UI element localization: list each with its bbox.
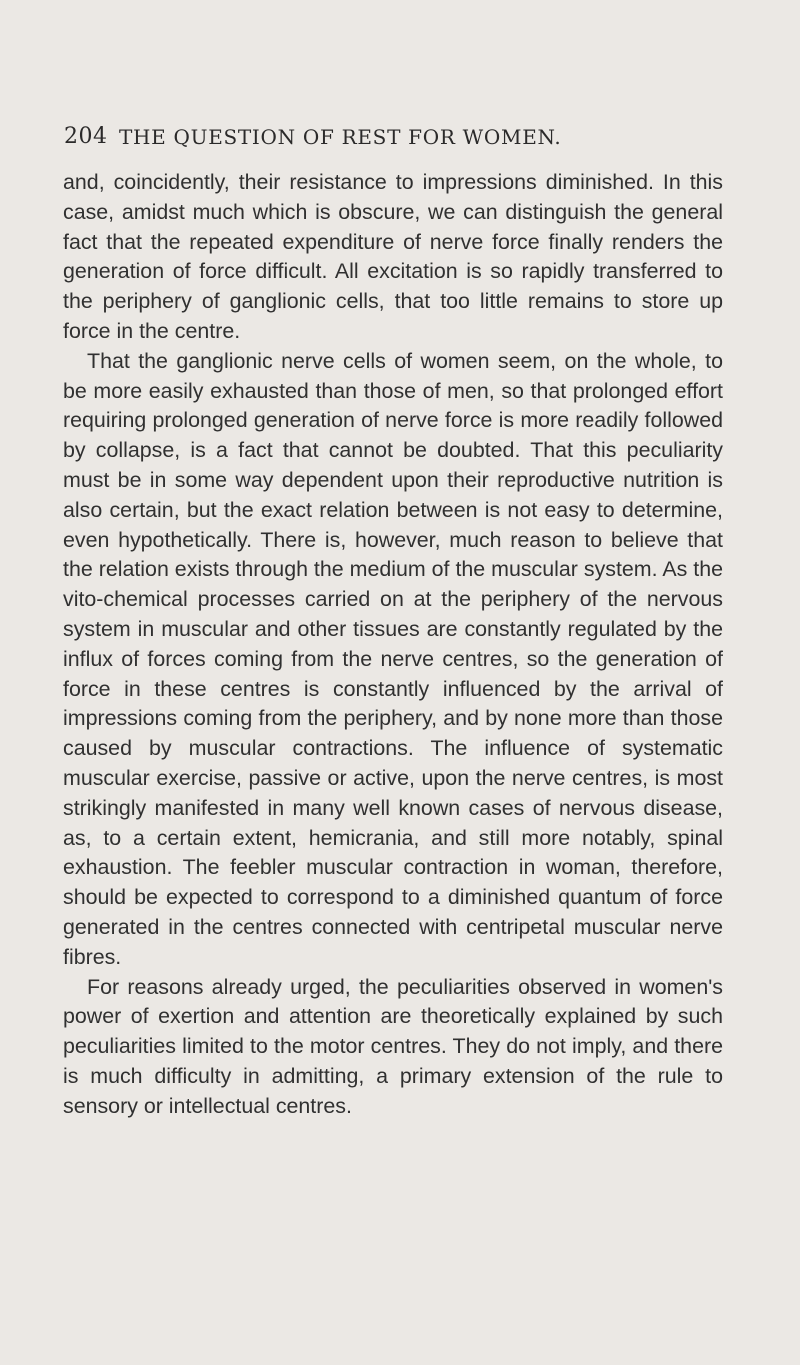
paragraph-motor-centres: For reasons already urged, the peculiarities observed in women's power of exertion and attention are theoretically explained by such peculiarities limited to the motor centres. They do not imply, and there is much difficulty in admitting, a primary extension of the rule to sensory or intellectual centres. [63, 974, 723, 1118]
page-number: 204 [64, 124, 108, 149]
running-title: THE QUESTION OF REST FOR WOMEN. [119, 125, 562, 149]
running-head [64, 124, 724, 156]
body-text [63, 168, 723, 1122]
paragraph-continuation: and, coincidently, their resistance to impressions diminished. In this case, amidst much which is obscure, we can distinguish the general fact that the repeated expenditure of nerve force finally renders the generation of force difficult. All excitation is so rapidly transferred to the periphery of ganglionic cells, that too little remains to store up force in the centre. [63, 170, 723, 343]
paragraph-ganglionic-cells: That the ganglionic nerve cells of women seem, on the whole, to be more easily exhausted than those of men, so that prolonged effort requiring prolonged generation of nerve force is more readily followed by collapse, is a fact that cannot be doubted. That this peculiarity must be in some way dependent upon their reproductive nutrition is also certain, but the exact relation between is not easy to determine, even hypothetically. There is, however, much reason to believe that the relation exists through the medium of the muscular system. As the vito-chemical processes carried on at the periphery of the nervous system in muscular and other tissues are constantly regulated by the influx of forces coming from the nerve centres, so the generation of force in these centres is constantly influenced by the arrival of impressions coming from the periphery, and by none more than those caused by muscular contractions. The influence of systematic muscular exercise, passive or active, upon the nerve centres, is most strikingly manifested in many well known cases of nervous disease, as, to a certain extent, hemicrania, and still more notably, spinal exhaustion. The feebler muscular contraction in woman, therefore, should be expected to correspond to a diminished quantum of force generated in the centres connected with centripetal muscular nerve fibres. [63, 348, 723, 969]
